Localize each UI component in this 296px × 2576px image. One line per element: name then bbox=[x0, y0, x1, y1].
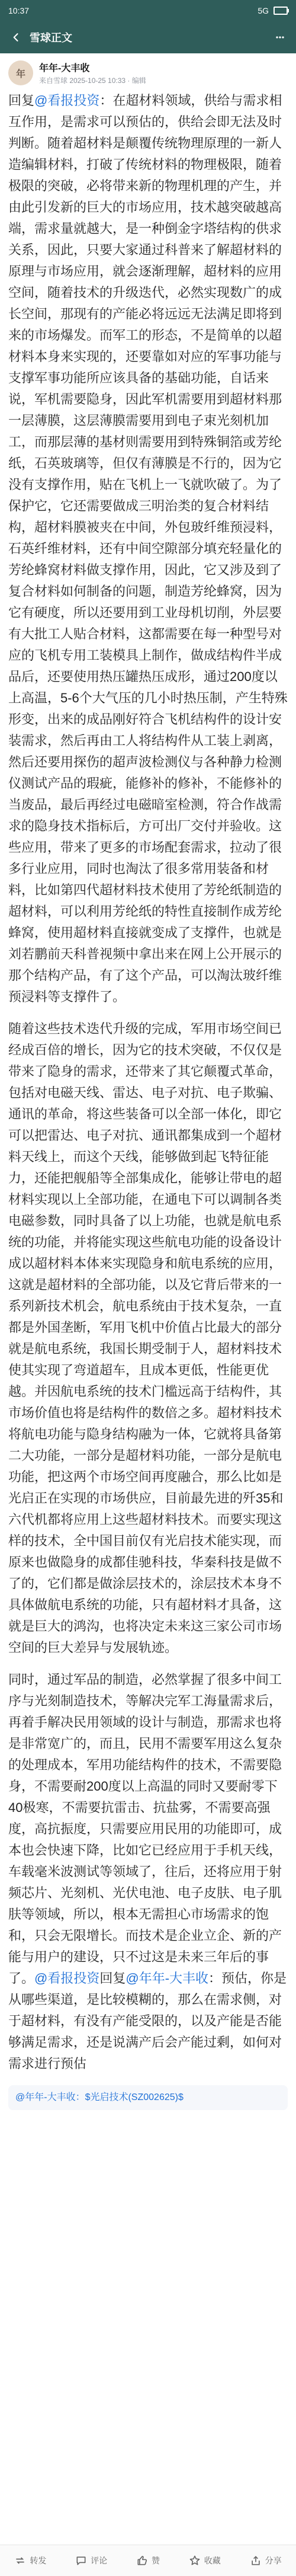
more-icon bbox=[274, 31, 286, 43]
author-name[interactable]: 年年-大丰收 bbox=[39, 63, 90, 73]
avatar[interactable]: 年 bbox=[8, 60, 33, 85]
mention-link[interactable]: @年年-大丰收 bbox=[126, 1971, 209, 1986]
back-button[interactable] bbox=[6, 27, 26, 47]
battery-icon bbox=[274, 7, 288, 15]
favorite-label: 收藏 bbox=[204, 2556, 221, 2565]
star-icon bbox=[189, 2555, 201, 2567]
repost-button[interactable] bbox=[14, 2555, 46, 2567]
bottom-spacer bbox=[0, 2110, 296, 2134]
signal-indicator: 5G bbox=[258, 6, 269, 15]
share-icon bbox=[250, 2555, 262, 2567]
comment-label: 评论 bbox=[91, 2556, 108, 2565]
page-title: 雪球正文 bbox=[30, 32, 72, 44]
comment-icon bbox=[75, 2555, 87, 2567]
mention-link[interactable]: @看报投资 bbox=[34, 93, 100, 108]
repost-icon bbox=[14, 2555, 26, 2567]
content-paragraph bbox=[8, 1018, 288, 1658]
content-text: ：在超材料领域，供给与需求相互作用，是需求可以预估的，供给会即无法及时判断。随着超材料是颠覆传统物理原理的一新人造编辑材料，打破了传统材料的物理极限，随着极限的突破，必将带来新的物理机理的产生，并由此引发新的巨大的市场应用，技术越突破越高端，需求量就越大，是一种倒金字塔结构的供求关系，因此，只要大家通过科普来了解超材料的原理与市场应用，就会逐渐理解，超材料的应用空间，随着技术的升级迭代，必然实现数广的成长空间，那现有的产能必将远远无法满足即将到来的市场爆发。而军工的形态，不是简单的以超材料本身来实现的，还要靠如对应的军事功能与支撑军事功能所应该具备的基础功能，自话来说，军机需要隐身，因此军机需要用到超材料那一层薄膜，这层薄膜需要用到电子束光刻机加工，而那层薄的基材则需要用到特殊铜箔或芳纶纸，石英玻璃等，但仅有薄膜是不行的，因为它没有支撑作用，贴在飞机上一飞就吹破了。为了保护它，它还需要做成三明治类的复合材料结构，超材料膜被夹在中间，外包玻纤维预浸料，石英纤维材料，还有中间空隙部分填充轻量化的芳纶蜂窝材料做支撑作用，因此，它又涉及到了复合材料如何制备的问题，制造芳纶蜂窝，因为它有硬度，所以还要用到工业母机切削，外层要有大批工人贴合材料，这都需要在每一种型号对应的飞机专用工装模具上制作，做成结构件半成品后，还要使用热压罐热压成形，通过200度以上高温，5-6个大气压的几小时热压制，产生特殊形变，出来的成品刚好符合飞机结构件的设计安装需求，然后再由工人将结构件从工装上剥离，然后还要用探伤的超声波检测仪与各种静力检测仪测试产品的瑕疵，能修补的修补，不能修补的当废品，最后再经过电磁暗室检测，符合作战需求的隐身技术指标后，方可出厂交付并验收。这些应用，带来了更多的市场配套需求，拉动了很多行业应用，同时也淘汰了很多常用装备和材料，比如第四代超材料技术使用了芳纶纸制造的超材料，可以利用芳纶纸的特性直接制作成芳纶蜂窝，使用超材料直接就变成了支撑件，也就是刘若鹏前天科普视频中拿出来在网上公开展示的那个结构产品，有了这个产品，可以淘汰玻纤维预浸料等支撑件了。 bbox=[8, 93, 288, 1004]
status-bar bbox=[0, 0, 296, 21]
repost-label: 转发 bbox=[30, 2556, 47, 2565]
more-button[interactable] bbox=[270, 27, 290, 47]
stock-tags[interactable]: @年年-大丰收：$光启技术(SZ002625)$ bbox=[8, 2085, 288, 2110]
content-text: 随着这些技术迭代升级的完成，军用市场空间已经成百倍的增长，因为它的技术突破，不仅仅是带来了隐身的需求，还带来了其它颠覆式革命，包括对电磁天线、雷达、电子对抗、电子欺骗、通讯的革命，将这些装备可以全部一体化，即它可以把雷达、电子对抗、通讯都集成到一个超材料天线上，而这个天线，能够做到起飞特征能力，还能把舰船等全部集成化，能够让带电的超材料实现以上全部功能，在通电下可以调制各类电磁参数，同时具备了以上功能，也就是航电系统的功能，并将能实现这些航电功能的设备设计成以超材料本体来实现隐身和航电系统的应用，这就是超材料的全部功能，以及它背后带来的一系列新技术机会，航电系统由于技术复杂，一直都是外国垄断，军用飞机中价值占比最大的部分就是航电系统，我国长期受制于人，超材料技术使其实现了弯道超车，且成本更低，性能更优越。并因航电系统的技术门槛远高于结构件，其市场价值也将是结构件的数倍之多。超材料技术将航电功能与隐身结构融为一体，它就将具备第二大功能，一部分是超材料功能，一部分是航电功能，把这两个市场空间再度融合，那么比如是光启正在实现的市场供应，目前最先进的歼35和六代机都将应用上这些超材料技术。而要实现这样的技术，全中国目前仅有光启技术能实现，而原来也做隐身的成都佳驰科技，华秦科技是做不了的，它们都是做涂层技术的，涂层技术本身不具体做航电系统的功能，只有超材料才具备，这就是巨大的鸿沟，也将决定未来这三家公司市场空间的巨大差异与发展轨迹。 bbox=[8, 1021, 284, 1655]
status-left bbox=[8, 6, 29, 15]
bottom-action-bar bbox=[0, 2545, 296, 2576]
mention-link[interactable]: @看报投资 bbox=[34, 1971, 100, 1986]
status-time: 10:37 bbox=[8, 6, 30, 15]
content-text: 同时，通过军品的制造，必然掌握了很多中间工序与光刻制造技术，等解决完军工海量需求后，再着手解决民用领域的设计与制造，那需求也将是非常宽广的，而且，民用不需要军用这么复杂的处理成本，军用功能结构件的技术，不需要隐身，不需要耐200度以上高温的同时又要耐零下40极寒，不需要抗雷击、抗盐雾，不需要高强度，高抗振度，只需要应用民用的功能即可，成本也会快速下降，比如它已经应用于手机天线，车载毫米波测试等领域了，往后，还将应用于射频芯片、光刻机、光伏电池、电子皮肤、电子肌肤等领域，所以，根本无需担心市场需求的饱和，只会无限增长。而技术是企业立企、新的产能与用户的建设，只不过这是未来三年后的事了。 bbox=[8, 1672, 282, 1986]
like-button[interactable] bbox=[136, 2555, 160, 2567]
comment-button[interactable] bbox=[75, 2555, 107, 2567]
content-text: ：预估，你是从哪些渠道，是比较模糊的，那么在需求侧，对于超材料，有没有产能受限的，以及产能是否能够满足需求，还是说满产后会产能过剩，如何对需求进行预估 bbox=[8, 1971, 287, 2071]
share-button[interactable] bbox=[250, 2555, 282, 2567]
content-paragraph bbox=[8, 1669, 288, 2075]
post-meta: 来自雪球 2025-10-25 10:33 · 编辑 bbox=[39, 76, 146, 85]
post-header bbox=[0, 53, 296, 90]
app-bar bbox=[0, 21, 296, 53]
like-icon bbox=[136, 2555, 148, 2567]
favorite-button[interactable] bbox=[189, 2555, 221, 2567]
share-label: 分享 bbox=[265, 2556, 282, 2565]
back-arrow-icon bbox=[10, 31, 22, 43]
like-label: 赞 bbox=[151, 2556, 160, 2565]
status-right bbox=[258, 6, 288, 15]
content-text: 回复 bbox=[8, 93, 35, 108]
post-content bbox=[0, 90, 296, 2075]
content-text: 回复 bbox=[99, 1971, 126, 1986]
content-paragraph bbox=[8, 90, 288, 1008]
author-block bbox=[39, 60, 146, 85]
